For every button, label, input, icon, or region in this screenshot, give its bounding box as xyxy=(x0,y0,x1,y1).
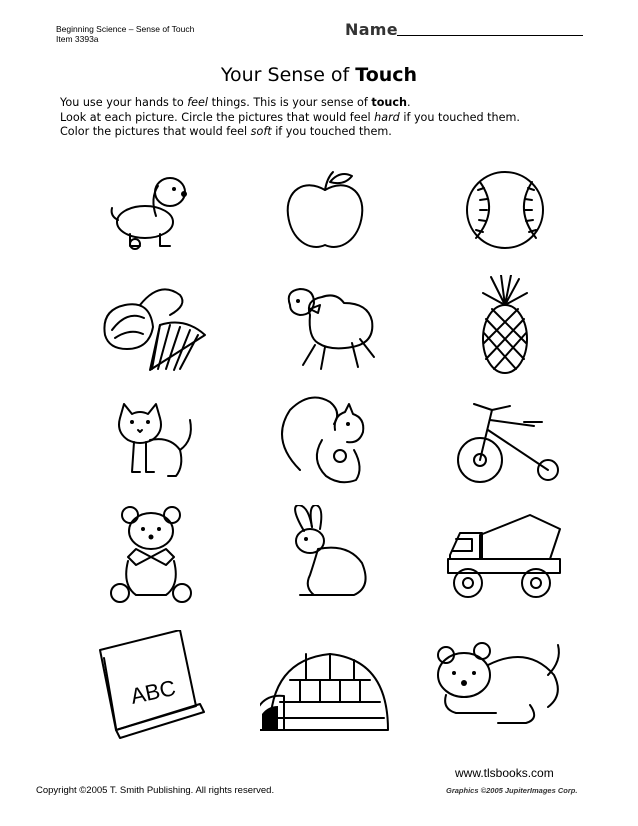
puppy-icon[interactable] xyxy=(90,160,220,260)
instruction-line-1: You use your hands to feel things. This is your sense of touch. xyxy=(60,96,411,109)
instruction-line-2: Look at each picture. Circle the pictures that would feel hard if you touched them. xyxy=(60,110,520,124)
picture-grid xyxy=(70,160,580,750)
abc-book-icon[interactable] xyxy=(90,630,220,730)
name-label: Name xyxy=(345,20,398,39)
teddy-bear-icon[interactable] xyxy=(90,505,220,605)
website-url[interactable]: www.tlsbooks.com xyxy=(455,766,554,780)
bunny-icon[interactable] xyxy=(260,505,390,605)
title-prefix: Your Sense of xyxy=(220,64,356,86)
header-subject: Beginning Science – Sense of Touch xyxy=(56,24,195,34)
apple-icon[interactable] xyxy=(260,160,390,260)
name-field[interactable] xyxy=(345,20,585,42)
graphics-credit: Graphics ©2005 JupiterImages Corp. xyxy=(446,786,578,795)
name-line[interactable] xyxy=(397,35,583,36)
lamb-icon[interactable] xyxy=(260,275,390,375)
book-abc-text: ABC xyxy=(128,674,178,709)
copyright-notice: Copyright ©2005 T. Smith Publishing. All rights reserved. xyxy=(36,785,275,796)
toy-truck-icon[interactable] xyxy=(440,505,570,605)
seashells-icon[interactable] xyxy=(90,275,220,375)
tricycle-icon[interactable] xyxy=(440,390,570,490)
page-title xyxy=(0,64,638,86)
squirrel-icon[interactable] xyxy=(260,390,390,490)
instruction-line-3: Color the pictures that would feel soft if you touched them. xyxy=(60,125,392,138)
pineapple-icon[interactable] xyxy=(440,275,570,375)
bear-cub-icon[interactable] xyxy=(430,635,560,735)
kitten-icon[interactable] xyxy=(90,390,220,490)
baseball-icon[interactable] xyxy=(440,160,570,260)
instructions xyxy=(60,96,600,140)
title-bold: Touch xyxy=(355,64,418,86)
header-item-number: Item 3393a xyxy=(56,34,99,44)
igloo-icon[interactable] xyxy=(260,640,390,740)
